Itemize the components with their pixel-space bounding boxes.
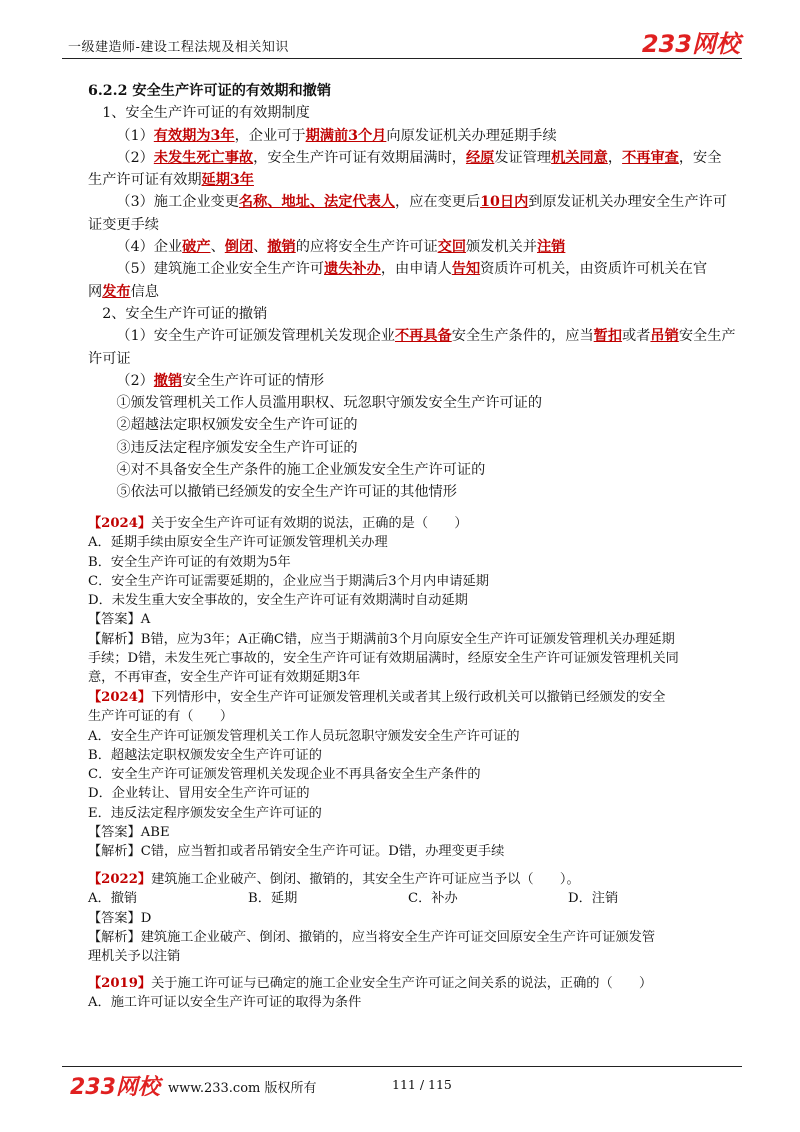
list-item: ②超越法定职权颁发安全生产许可证的 (116, 417, 358, 434)
question-stem-continued: 生产许可证的有（ ） (88, 709, 234, 725)
list-item: ①颁发管理机关工作人员滥用职权、玩忽职守颁发安全生产许可证的 (116, 395, 543, 412)
answer-option: C．安全生产许可证颁发管理机关发现企业不再具备安全生产条件的 (88, 767, 481, 783)
analysis: 【解析】C错，应当暂扣或者吊销安全生产许可证。D错，办理变更手续 (88, 844, 505, 860)
paragraph-continued: 许可证 (88, 350, 131, 367)
answer-option: E．违反法定程序颁发安全生产许可证的 (88, 805, 322, 821)
key-point: 破产 (182, 239, 211, 256)
paragraph-continued: 网发布信息 (88, 283, 159, 300)
paragraph-continued: 生产许可证有效期延期3年 (88, 172, 254, 189)
page-number: 111 / 115 (392, 1077, 452, 1092)
practice-question-2 (88, 688, 748, 862)
question-stem: 【2019】关于施工许可证与已确定的施工企业安全生产许可证之间关系的说法，正确的（ ） (88, 976, 653, 991)
header-divider (62, 58, 742, 59)
practice-question-1 (88, 514, 748, 688)
key-point: 机关同意 (551, 149, 608, 166)
list-item: ③违反法定程序颁发安全生产许可证的 (116, 439, 358, 456)
answer-key: 【答案】ABE (88, 825, 170, 841)
subsection-title: 1、安全生产许可证的有效期制度 (102, 105, 310, 122)
key-point: 发布 (102, 283, 131, 300)
analysis: 理机关予以注销 (88, 949, 181, 965)
key-point: 期满前3个月 (305, 127, 387, 144)
lesson-content (88, 80, 748, 504)
paragraph: （2）撤销安全生产许可证的情形 (116, 372, 325, 389)
answer-option: D．注销 (568, 891, 619, 907)
key-point: 延期3年 (201, 172, 254, 189)
key-point: 告知 (451, 261, 481, 278)
subsection-title: 2、安全生产许可证的撤销 (102, 305, 268, 322)
key-point: 吊销 (650, 328, 679, 345)
key-point: 遗失补办 (324, 261, 381, 278)
key-point: 名称、地址、法定代表人 (238, 194, 395, 211)
key-point: 暂扣 (593, 328, 623, 345)
answer-option: C．补办 (408, 891, 458, 907)
key-point: 交回 (437, 239, 467, 256)
list-item: ⑤依法可以撤销已经颁发的安全生产许可证的其他情形 (116, 484, 457, 501)
key-point: 倒闭 (224, 239, 254, 256)
question-stem: 【2024】下列情形中，安全生产许可证颁发管理机关或者其上级行政机关可以撤销已经颁发的安全 (88, 690, 666, 705)
question-stem: 【2024】关于安全生产许可证有效期的说法，正确的是（ ） (88, 516, 468, 531)
question-stem: 【2022】建筑施工企业破产、倒闭、撤销的，其安全生产许可证应当予以（ ）。 (88, 872, 580, 887)
key-point: 10日内 (480, 194, 529, 211)
answer-option: B．安全生产许可证的有效期为5年 (88, 554, 291, 570)
paragraph: （3）施工企业变更名称、地址、法定代表人，应在变更后10日内到原发证机关办理安全生产许可 (116, 194, 727, 211)
section-title: 6.2.2 安全生产许可证的有效期和撤销 (88, 83, 332, 99)
answer-option: A．延期手续由原安全生产许可证颁发管理机关办理 (88, 535, 388, 551)
answer-option: C．安全生产许可证需要延期的，企业应当于期满后3个月内申请延期 (88, 573, 489, 589)
key-point: 未发生死亡事故 (153, 149, 254, 166)
answer-option: B．延期 (248, 891, 298, 907)
paragraph-continued: 证变更手续 (88, 216, 159, 233)
answer-option: A．撤销 (88, 891, 138, 907)
page-footer (62, 1070, 742, 1100)
answer-option: D．企业转让、冒用安全生产许可证的 (88, 786, 310, 802)
practice-question-3 (88, 870, 748, 966)
answer-option: D．未发生重大安全事故的，安全生产许可证有效期满时自动延期 (88, 593, 468, 609)
key-point: 撤销 (153, 372, 183, 389)
paragraph: （1）安全生产许可证颁发管理机关发现企业不再具备安全生产条件的，应当暂扣或者吊销安全生产 (116, 328, 736, 345)
list-item: ④对不具备安全生产条件的施工企业颁发安全生产许可证的 (116, 462, 486, 479)
year-tag: 【2022】 (88, 872, 152, 887)
paragraph: （2）未发生死亡事故，安全生产许可证有效期届满时，经原发证管理机关同意，不再审查，安全 (116, 149, 722, 166)
key-point: 撤销 (267, 239, 296, 256)
answer-option: A．安全生产许可证颁发管理机关工作人员玩忽职守颁发安全生产许可证的 (88, 728, 520, 744)
header-title: 一级建造师-建设工程法规及相关知识 (68, 40, 289, 55)
answer-option: A．施工许可证以安全生产许可证的取得为条件 (88, 995, 362, 1011)
paragraph: （4）企业破产、倒闭、撤销的应将安全生产许可证交回颁发机关并注销 (116, 239, 566, 256)
year-tag: 【2024】 (88, 516, 152, 531)
key-point: 注销 (536, 239, 566, 256)
paragraph: （1）有效期为3年，企业可于期满前3个月向原发证机关办理延期手续 (116, 127, 557, 144)
answer-option: B．超越法定职权颁发安全生产许可证的 (88, 747, 322, 763)
year-tag: 【2024】 (88, 690, 152, 705)
analysis: 【解析】B错，应为3年；A正确C错，应当于期满前3个月向原安全生产许可证颁发管理机关办理延期 (88, 631, 675, 647)
answer-options-row (88, 889, 748, 908)
answer-key: 【答案】D (88, 910, 152, 926)
key-point: 不再具备 (394, 328, 452, 345)
year-tag: 【2019】 (88, 976, 152, 991)
footer-copyright: www.233.com 版权所有 (168, 1081, 317, 1096)
practice-question-4 (88, 974, 748, 1013)
brand-logo[interactable]: 233网校 (641, 30, 740, 58)
answer-key: 【答案】A (88, 612, 151, 628)
key-point: 经原 (465, 149, 495, 166)
analysis: 【解析】建筑施工企业破产、倒闭、撤销的，应当将安全生产许可证交回原安全生产许可证颁发管 (88, 929, 656, 945)
footer-divider (62, 1066, 742, 1067)
key-point: 不再审查 (622, 149, 679, 166)
key-point: 有效期为3年 (153, 127, 235, 144)
analysis: 手续；D错，未发生死亡事故的，安全生产许可证有效期届满时，经原安全生产许可证颁发管理机关同 (88, 651, 679, 667)
analysis: 意，不再审查，安全生产许可证有效期延期3年 (88, 670, 361, 686)
paragraph: （5）建筑施工企业安全生产许可遗失补办，由申请人告知资质许可机关，由资质许可机关在官 (116, 261, 708, 278)
footer-logo[interactable]: 233网校 (70, 1075, 160, 1100)
page-header (62, 24, 742, 66)
